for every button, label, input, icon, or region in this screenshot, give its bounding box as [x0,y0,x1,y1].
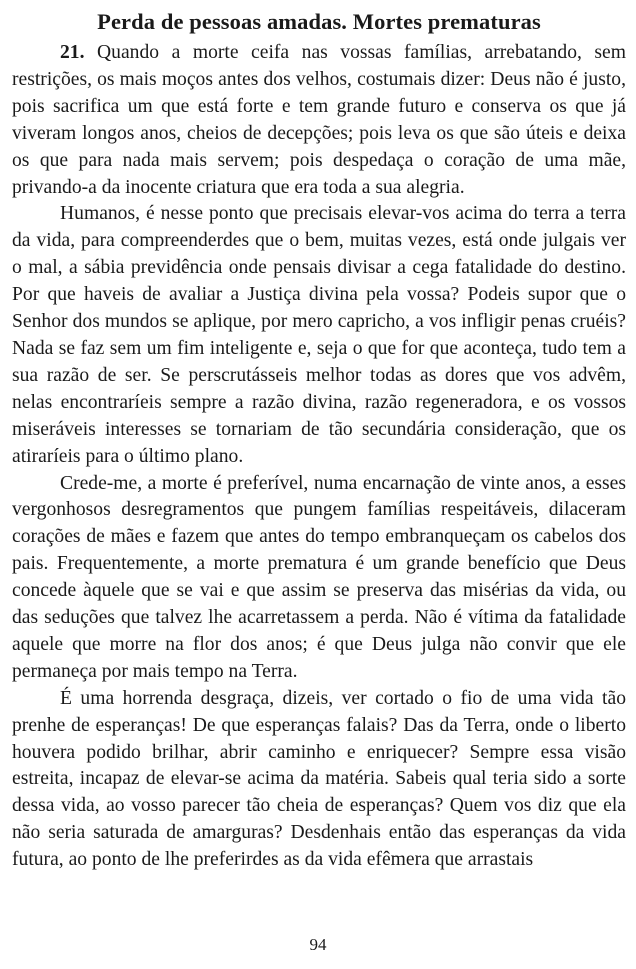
section-heading: Perda de pessoas amadas. Mortes prematuras [97,9,541,34]
paragraph-1 [12,40,626,201]
paragraph-text: Crede-me, a morte é preferível, numa encarnação de vinte anos, a esses vergonhosos desregramentos que pungem famílias respeitáveis, dilaceram corações de mães e fazem que antes do tempo embranqueçam os cabelos dos pais. Frequentemente, a morte prematura é um grande benefício que Deus concede àquele que se vai e que assim se preserva das misérias da vida, ou das seduções que talvez lhe acarretassem a perda. Não é vítima da fatalidade aquele que morre na flor dos anos; é que Deus julga não convir que ele permaneça por mais tempo na Terra. [12,472,626,682]
paragraph-number: 21. [60,42,85,63]
paragraph-2 [12,201,626,470]
paragraph-text: Quando a morte ceifa nas vossas famílias, arrebatando, sem restrições, os mais moços antes dos velhos, costumais dizer: Deus não é justo, pois sacrifica um que está forte e tem grande futuro e conserva os que já viveram longos anos, cheios de decepções; pois leva os que são úteis e deixa os que para nada mais servem; pois despedaça o coração de uma mãe, privando-a da inocente criatura que era toda a sua alegria. [12,42,626,198]
book-page [12,8,626,874]
page-number: 94 [309,935,327,954]
paragraph-3 [12,471,626,686]
paragraph-4 [12,686,626,874]
paragraph-text: É uma horrenda desgraça, dizeis, ver cortado o fio de uma vida tão prenhe de esperanças! De que esperanças falais? Das da Terra, onde o liberto houvera podido brilhar, abrir caminho e enriquecer? Sempre essa visão estreita, incapaz de elevar-se acima da matéria. Sabeis qual teria sido a sorte dessa vida, ao vosso parecer tão cheia de esperanças? Quem vos diz que ela não seria saturada de amarguras? Desdenhais então das esperanças da vida futura, ao ponto de lhe preferirdes as da vida efêmera que arrastais [12,687,626,871]
paragraph-text: Humanos, é nesse ponto que precisais elevar-vos acima do terra a terra da vida, para compreenderdes que o bem, muitas vezes, está onde julgais ver o mal, a sábia previdência onde pensais divisar a cega fatalidade do destino. Por que haveis de avaliar a Justiça divina pela vossa? Podeis supor que o Senhor dos mundos se aplique, por mero capricho, a vos infligir penas cruéis? Nada se faz sem um fim inteligente e, seja o que for que aconteça, tudo tem a sua razão de ser. Se perscrutásseis melhor todas as dores que vos advêm, nelas encontraríeis sempre a razão divina, razão regeneradora, e os vossos miseráveis interesses se tornariam de tão secundária consideração, que os atiraríeis para o último plano. [12,203,626,467]
